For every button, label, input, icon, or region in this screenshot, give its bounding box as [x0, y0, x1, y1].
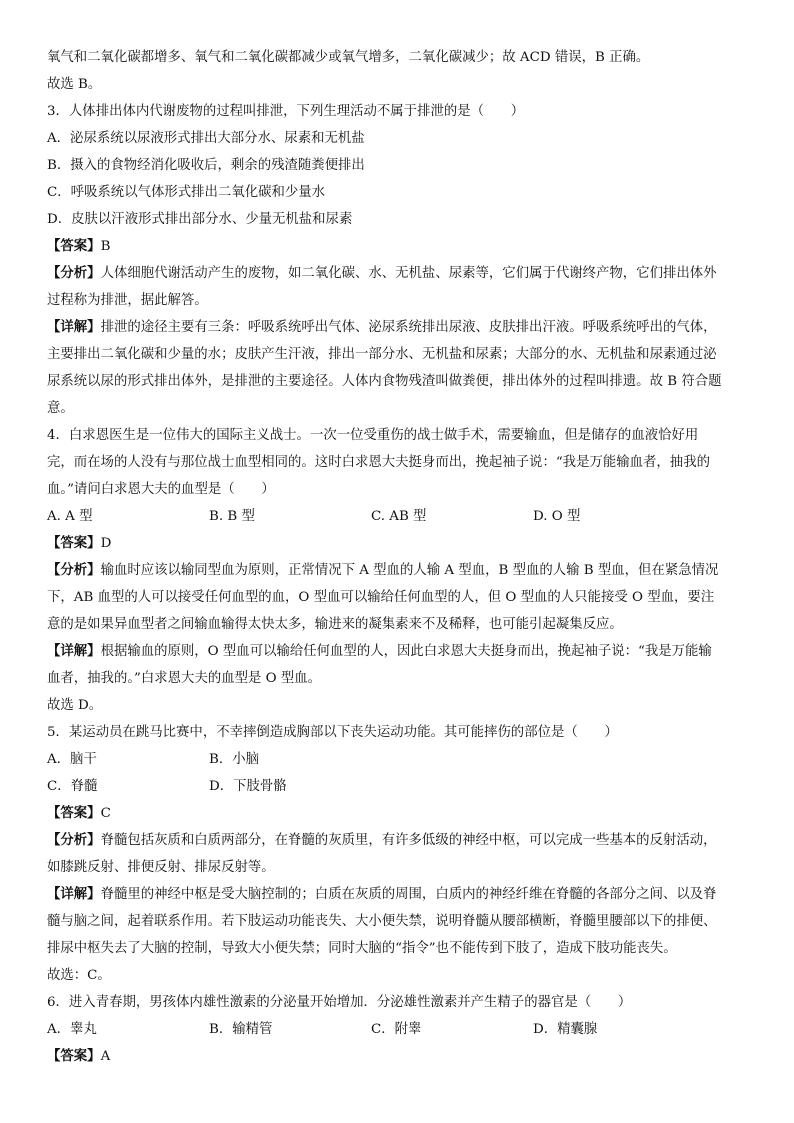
option-a: A. A 型	[47, 509, 93, 524]
option-d: D．精囊腺	[533, 1022, 598, 1037]
question-5-options-row-2	[47, 773, 757, 800]
analysis-tag: 【分析】	[47, 562, 101, 578]
answer-tag: 【答案】	[47, 535, 101, 551]
text-line: 完，而在场的人没有与那位战士血型相同的。这时白求恩大夫挺身而出，挽起袖子说：“我是万能输血者，抽我的	[47, 455, 710, 470]
analysis-tag: 【分析】	[47, 832, 101, 848]
text-line: 主要排出二氧化碳和少量的水；皮肤产生汗液，排出一部分水、无机盐和尿素；大部分的水、无机盐和尿素通过泌	[47, 347, 717, 362]
option-c: C．附睾	[371, 1022, 422, 1037]
detail-tag: 【详解】	[47, 643, 101, 659]
text-line: 髓与脑之间，起着联系作用。若下肢运动功能丧失、大小便失禁，说明脊髓从腰部横断，脊髓里腰部以下的排便、	[47, 914, 717, 929]
text-line: 故选：C。	[47, 968, 111, 983]
question-5-stem: 5．某运动员在跳马比赛中，不幸摔倒造成胸部以下丧失运动功能。其可能摔伤的部位是（ ）	[47, 725, 618, 740]
question-4-answer	[47, 530, 757, 557]
question-3-answer	[47, 233, 757, 260]
text-line: 故选 D。	[47, 698, 103, 713]
question-3-option-b: B．摄入的食物经消化吸收后，剩余的残渣随粪便排出	[47, 158, 365, 173]
question-3-detail	[47, 314, 757, 341]
question-3-option-a: A．泌尿系统以尿液形式排出大部分水、尿素和无机盐	[47, 131, 365, 146]
option-a: A．脑干	[47, 752, 97, 767]
text-line: 意。	[47, 401, 74, 416]
question-5-analysis	[47, 827, 757, 854]
question-4-detail	[47, 638, 757, 665]
answer-tag: 【答案】	[47, 1048, 101, 1064]
document-page	[47, 44, 757, 1070]
text-line: 故选 B。	[47, 77, 102, 92]
question-5-detail	[47, 881, 757, 908]
text-line: 过程称为排泄，据此解答。	[47, 293, 208, 308]
question-6-answer	[47, 1043, 757, 1070]
analysis-text: 输血时应该以输同型血为原则，正常情况下 A 型血的人输 A 型血，B 型血的人输 B 型血，但在紧急情况	[100, 563, 719, 578]
question-3-stem: 3．人体排出体内代谢废物的过程叫排泄，下列生理活动不属于排泄的是（ ）	[47, 104, 525, 119]
option-c: C. AB 型	[371, 509, 427, 524]
question-4-options	[47, 503, 757, 530]
text-line: 下，AB 血型的人可以接受任何血型的血，O 型血可以输给任何血型的人，但 O 型血的人只能接受 O 型血，要注	[47, 590, 715, 605]
detail-text: 根据输血的原则，O 型血可以输给任何血型的人，因此白求恩大夫挺身而出，挽起袖子说：“我是万能输	[100, 644, 712, 659]
option-d: D．下肢骨骼	[209, 779, 287, 794]
question-6-options	[47, 1016, 757, 1043]
answer-tag: 【答案】	[47, 805, 101, 821]
question-6-stem: 6．进入青春期，男孩体内雄性激素的分泌量开始增加．分泌雄性激素并产生精子的器官是（ ）	[47, 995, 632, 1010]
text-line: 意的是如果异血型者之间输血输得太快太多，输进来的凝集素来不及稀释，也可能引起凝集反应。	[47, 617, 623, 632]
answer-tag: 【答案】	[47, 238, 101, 254]
option-c: C．脊髓	[47, 779, 98, 794]
question-3-option-c: C．呼吸系统以气体形式排出二氧化碳和少量水	[47, 185, 326, 200]
text-line: 血。”请问白求恩大夫的血型是（ ）	[47, 482, 275, 497]
text-line: 排尿中枢失去了大脑的控制，导致大小便失禁；同时大脑的“指令”也不能传到下肢了，造成下肢功能丧失。	[47, 941, 677, 956]
answer-value: B	[100, 239, 111, 254]
question-3-option-d: D．皮肤以汗液形式排出部分水、少量无机盐和尿素	[47, 212, 353, 227]
detail-tag: 【详解】	[47, 886, 101, 902]
text-line: 如膝跳反射、排便反射、排尿反射等。	[47, 860, 275, 875]
question-5-options-row-1	[47, 746, 757, 773]
text-line: 氧气和二氧化碳都增多、氧气和二氧化碳都减少或氧气增多，二氧化碳减少；故 ACD 错误，B 正确。	[47, 50, 650, 65]
detail-text: 排泄的途径主要有三条：呼吸系统呼出气体、泌尿系统排出尿液、皮肤排出汗液。呼吸系统呼出的气体，	[100, 320, 717, 335]
question-4-stem: 4．白求恩医生是一位伟大的国际主义战士。一次一位受重伤的战士做手术，需要输血，但是储存的血液恰好用	[47, 428, 699, 443]
answer-value: C	[100, 806, 111, 821]
option-a: A．睾丸	[47, 1022, 97, 1037]
question-3-analysis	[47, 260, 757, 287]
option-b: B．小脑	[209, 752, 260, 767]
option-d: D. O 型	[533, 509, 581, 524]
analysis-text: 人体细胞代谢活动产生的废物，如二氧化碳、水、无机盐、尿素等，它们属于代谢终产物，它们排出体外	[100, 266, 717, 281]
text-line: 血者，抽我的。”白求恩大夫的血型是 O 型血。	[47, 671, 322, 686]
option-b: B. B 型	[209, 509, 255, 524]
detail-text: 脊髓里的神经中枢是受大脑控制的；白质在灰质的周围，白质内的神经纤维在脊髓的各部分之间、以及脊	[100, 887, 717, 902]
text-line: 尿系统以尿的形式排出体外，是排泄的主要途径。人体内食物残渣叫做粪便，排出体外的过程叫排遗。故 B 符合题	[47, 374, 722, 389]
answer-value: D	[100, 536, 112, 551]
question-5-answer	[47, 800, 757, 827]
detail-tag: 【详解】	[47, 319, 101, 335]
answer-value: A	[100, 1049, 111, 1064]
option-b: B．输精管	[209, 1022, 273, 1037]
analysis-tag: 【分析】	[47, 265, 101, 281]
analysis-text: 脊髓包括灰质和白质两部分，在脊髓的灰质里，有许多低级的神经中枢，可以完成一些基本的反射活动，	[100, 833, 717, 848]
question-4-analysis	[47, 557, 757, 584]
